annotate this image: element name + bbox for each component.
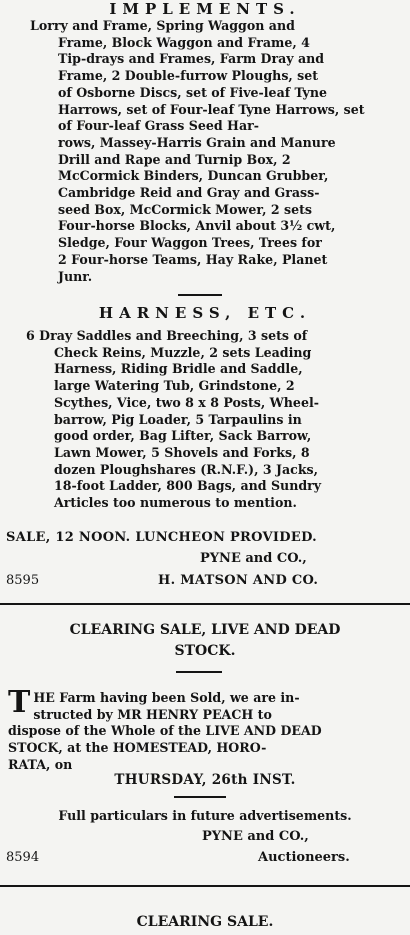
auctioneer-name: PYNE and CO., bbox=[202, 829, 309, 844]
body-line: dispose of the Whole of the LIVE AND DEAD bbox=[8, 723, 322, 739]
implements-line: Sledge, Four Waggon Trees, Trees for bbox=[58, 235, 322, 251]
implements-heading: IMPLEMENTS. bbox=[109, 0, 301, 18]
harness-list bbox=[26, 328, 382, 512]
harness-line: 18-foot Ladder, 800 Bags, and Sundry bbox=[54, 478, 322, 494]
implements-list bbox=[30, 18, 382, 285]
implements-line: Drill and Rape and Turnip Box, 2 bbox=[58, 151, 291, 167]
sale-notice: SALE, 12 NOON. LUNCHEON PROVIDED. bbox=[6, 530, 318, 545]
clearing-sale-body bbox=[8, 685, 384, 774]
body-line: RATA, on bbox=[8, 756, 73, 772]
body-line: HE Farm having been Sold, we are in- bbox=[33, 690, 300, 705]
ad-reference-number: 8594 bbox=[6, 850, 40, 865]
implements-line: 2 Four-horse Teams, Hay Rake, Planet bbox=[58, 251, 328, 267]
implements-line: Frame, Block Waggon and Frame, 4 bbox=[58, 34, 310, 50]
agent-pyne: PYNE and CO., bbox=[200, 551, 307, 566]
body-line: structed by MR HENRY PEACH to bbox=[33, 706, 272, 722]
harness-line: Check Reins, Muzzle, 2 sets Leading bbox=[54, 344, 312, 360]
harness-line: Articles too numerous to mention. bbox=[54, 495, 297, 511]
auctioneer-role: Auctioneers. bbox=[258, 850, 350, 865]
implements-line: Harrows, set of Four-leaf Tyne Harrows, set of Four-leaf Grass Seed Har- bbox=[58, 101, 365, 134]
harness-line: dozen Ploughshares (R.N.F.), 3 Jacks, bbox=[54, 461, 319, 477]
implements-line: McCormick Binders, Duncan Grubber, bbox=[58, 168, 329, 184]
ad-reference-number: 8595 bbox=[6, 573, 40, 588]
harness-line: Lawn Mower, 5 Shovels and Forks, 8 bbox=[54, 444, 310, 460]
sale-date: THURSDAY, 26th INST. bbox=[114, 772, 296, 788]
harness-line: good order, Bag Lifter, Sack Barrow, bbox=[54, 428, 312, 444]
harness-line: barrow, Pig Loader, 5 Tarpaulins in bbox=[54, 411, 302, 427]
clearing-sale-title-cont: STOCK. bbox=[174, 643, 236, 659]
harness-line: Scythes, Vice, two 8 x 8 Posts, Wheel- bbox=[54, 394, 319, 410]
advertisement-separator bbox=[0, 603, 410, 605]
particulars-note: Full particulars in future advertisements. bbox=[58, 808, 352, 823]
harness-heading: HARNESS, ETC. bbox=[98, 304, 312, 322]
implements-line: Lorry and Frame, Spring Waggon and bbox=[30, 18, 295, 33]
implements-line: Junr. bbox=[58, 268, 93, 284]
implements-line: Frame, 2 Double-furrow Ploughs, set bbox=[58, 68, 319, 84]
implements-line: Cambridge Reid and Gray and Grass- bbox=[58, 185, 320, 201]
agent-matson: H. MATSON AND CO. bbox=[158, 573, 319, 588]
date-divider bbox=[174, 796, 226, 798]
drop-cap: T bbox=[8, 685, 31, 720]
section-divider bbox=[178, 294, 222, 296]
body-line: STOCK, at the HOMESTEAD, HORO- bbox=[8, 740, 267, 756]
implements-line: Four-horse Blocks, Anvil about 3½ cwt, bbox=[58, 218, 336, 234]
clearing-sale-title: CLEARING SALE, LIVE AND DEAD bbox=[69, 622, 341, 638]
implements-line: of Osborne Discs, set of Five-leaf Tyne bbox=[58, 84, 328, 100]
clearing-sale-2-title: CLEARING SALE. bbox=[136, 914, 274, 930]
title-divider bbox=[176, 671, 222, 673]
implements-line: Tip-drays and Frames, Farm Dray and bbox=[58, 51, 325, 67]
harness-line: large Watering Tub, Grindstone, 2 bbox=[54, 378, 295, 394]
implements-line: rows, Massey-Harris Grain and Manure bbox=[58, 134, 336, 150]
implements-line: seed Box, McCormick Mower, 2 sets bbox=[58, 201, 313, 217]
advertisement-separator bbox=[0, 885, 410, 887]
harness-line: Harness, Riding Bridle and Saddle, bbox=[54, 361, 303, 377]
harness-line: 6 Dray Saddles and Breeching, 3 sets of bbox=[26, 328, 308, 343]
